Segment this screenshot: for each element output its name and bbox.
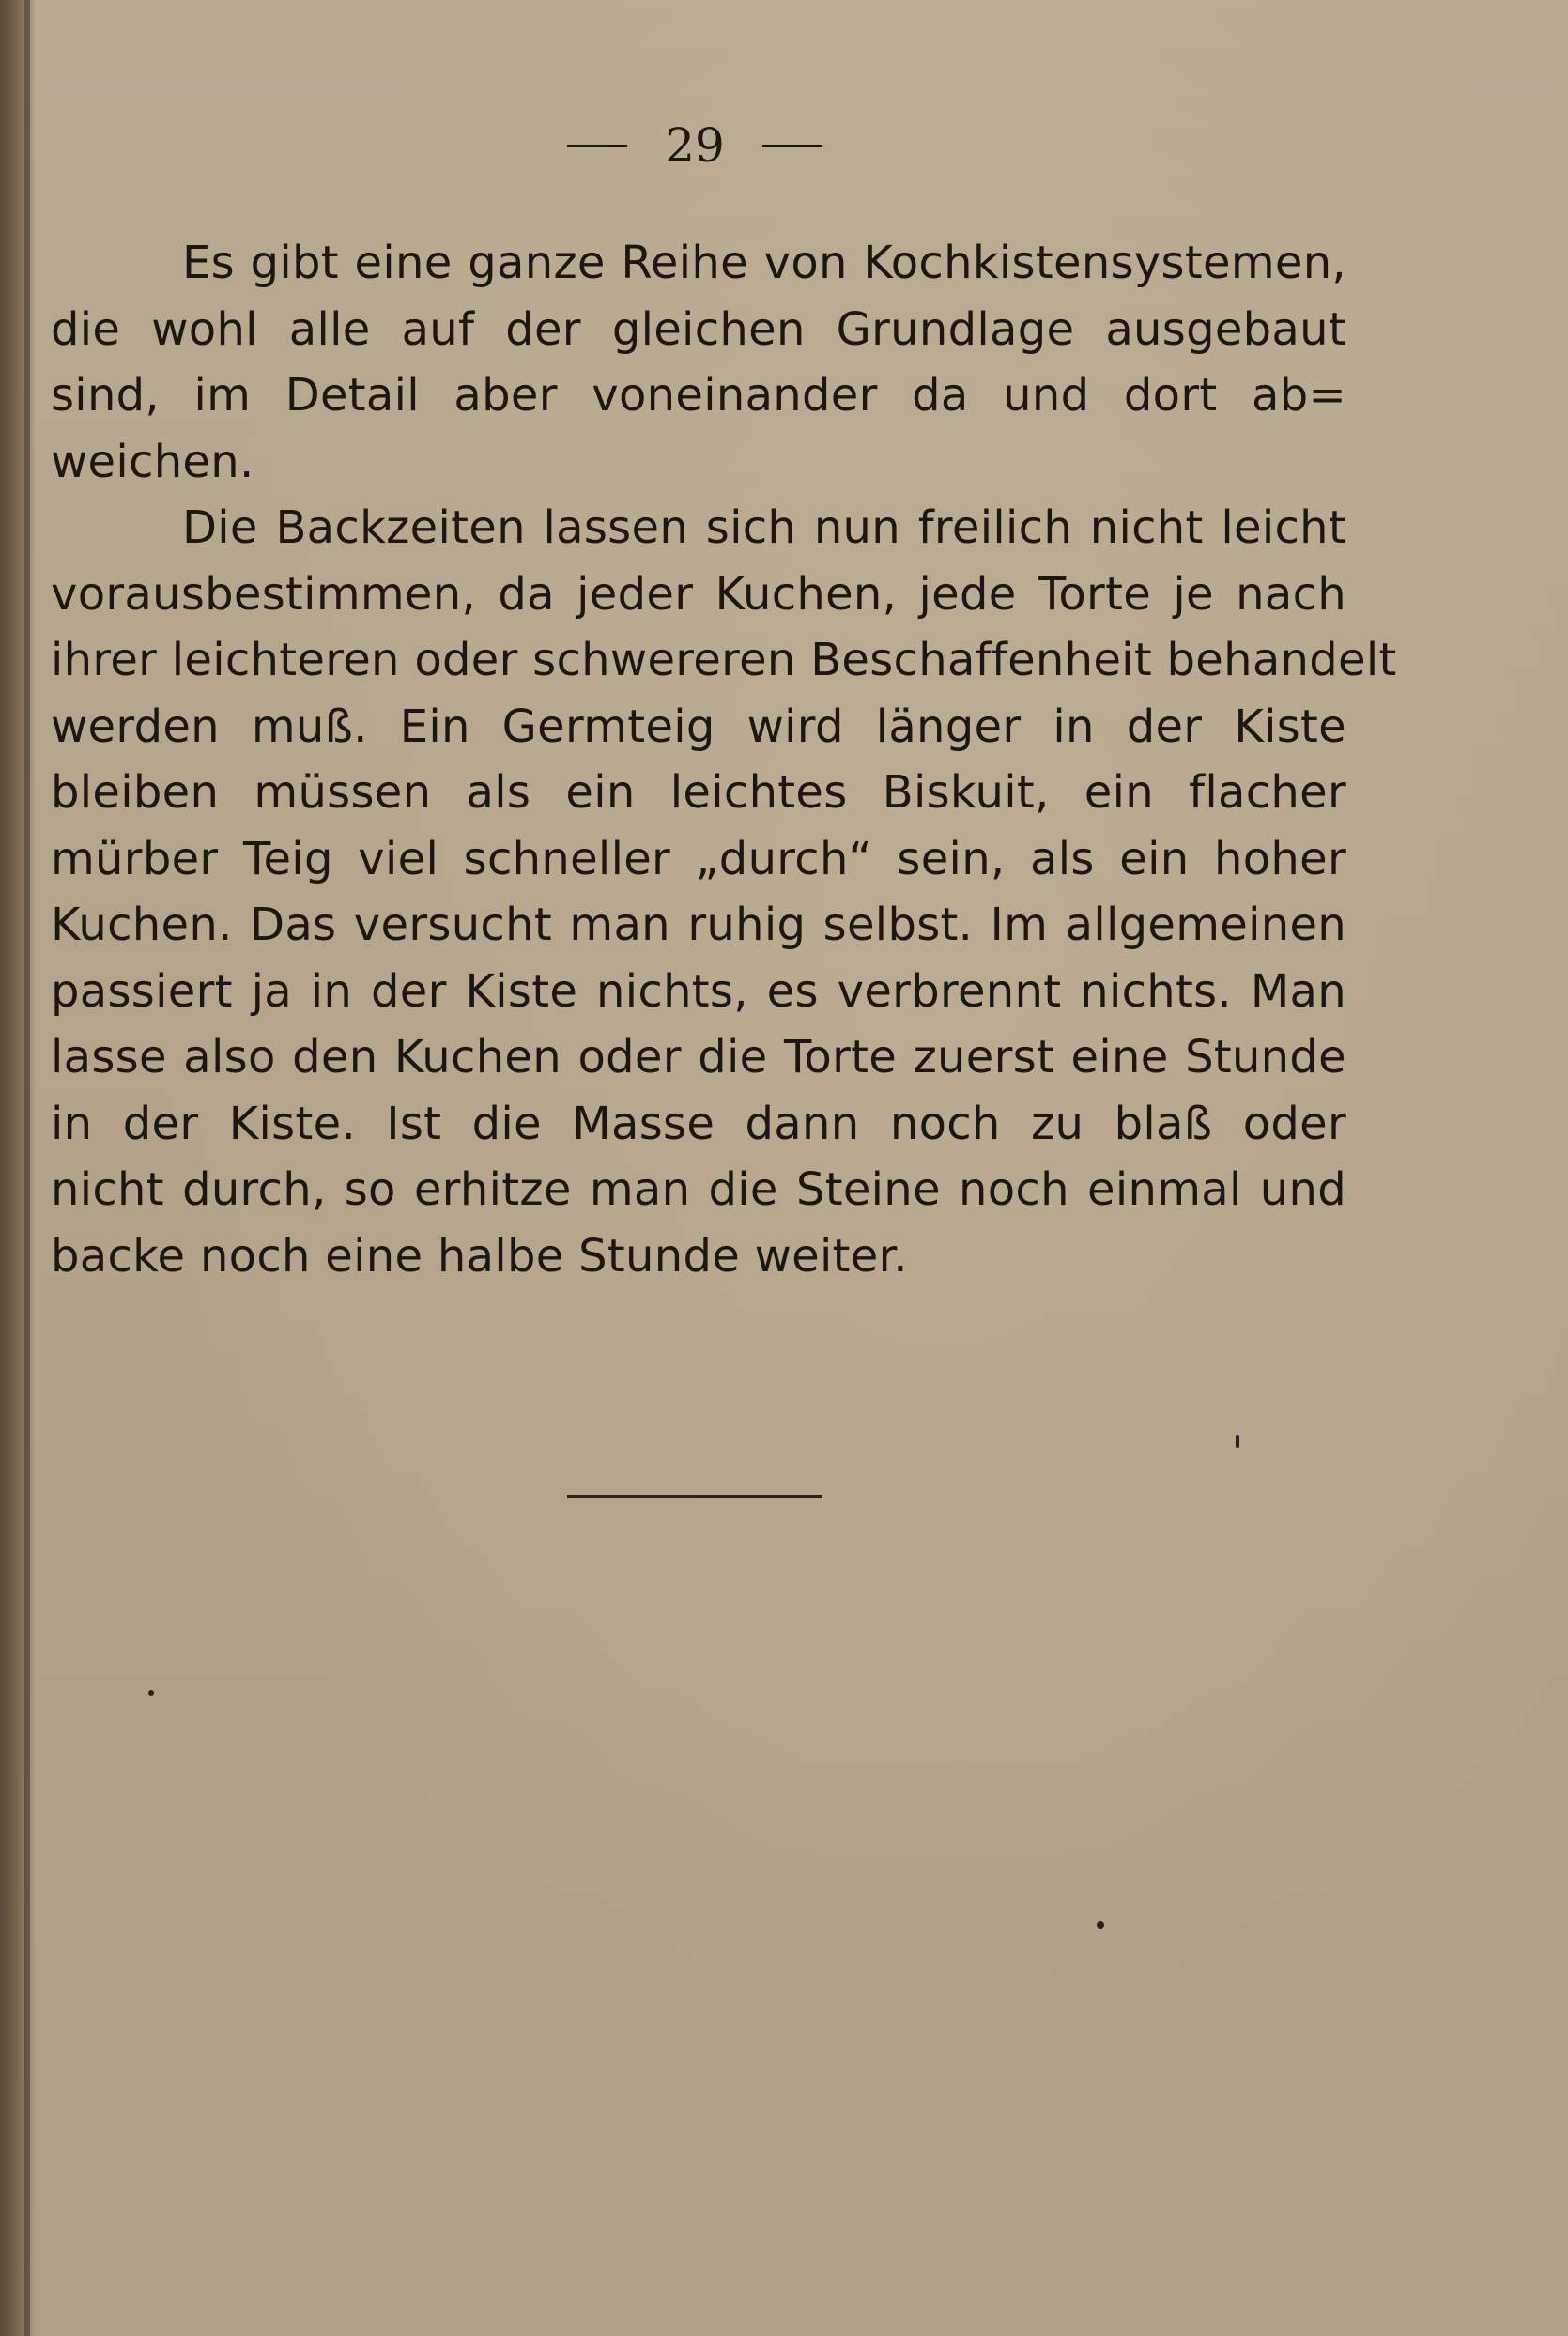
paper-speck bbox=[1236, 1435, 1239, 1448]
text-line: Die Backzeiten lassen sich nun freilich nicht leicht bbox=[182, 501, 1346, 554]
text-line: Es gibt eine ganze Reihe von Kochkistensystemen, bbox=[182, 237, 1346, 289]
page-header bbox=[526, 113, 864, 178]
header-dash-left bbox=[567, 145, 627, 147]
paragraph-2 bbox=[51, 495, 1397, 1289]
text-line: werden muß. Ein Germteig wird länger in der Kiste bbox=[51, 699, 1346, 753]
body-text bbox=[51, 230, 1397, 1289]
text-line: mürber Teig viel schneller „durch“ sein, als ein hoher bbox=[51, 832, 1346, 885]
paragraph-1 bbox=[51, 230, 1346, 495]
text-line: weichen. bbox=[51, 435, 254, 488]
binding-edge bbox=[24, 0, 30, 2336]
text-line: die wohl alle auf der gleichen Grundlage ausgebaut bbox=[51, 302, 1346, 356]
text-line: bleiben müssen als ein leichtes Biskuit, ein flacher bbox=[51, 766, 1346, 819]
paper-speck bbox=[1097, 1921, 1104, 1929]
text-line: ihrer leichteren oder schwereren Beschaffenheit behandelt bbox=[51, 634, 1397, 686]
text-line: sind, im Detail aber voneinander da und dort ab= bbox=[51, 369, 1346, 422]
text-line: lasse also den Kuchen oder die Torte zuerst eine Stunde bbox=[51, 1031, 1346, 1083]
text-line: vorausbestimmen, da jeder Kuchen, jede Torte je nach bbox=[51, 567, 1346, 621]
text-line: backe noch eine halbe Stunde weiter. bbox=[51, 1229, 908, 1283]
paper-speck bbox=[148, 1690, 154, 1696]
text-line: in der Kiste. Ist die Masse dann noch zu blaß oder bbox=[51, 1097, 1346, 1150]
book-binding bbox=[0, 0, 36, 2336]
header-dash-right bbox=[762, 145, 822, 147]
text-line: passiert ja in der Kiste nichts, es verbrennt nichts. Man bbox=[51, 964, 1346, 1018]
text-line: Kuchen. Das versucht man ruhig selbst. Im allgemeinen bbox=[51, 899, 1346, 951]
text-line: nicht durch, so erhitze man die Steine noch einmal und bbox=[51, 1163, 1346, 1216]
section-end-rule bbox=[567, 1495, 822, 1498]
page-number: 29 bbox=[665, 118, 725, 173]
